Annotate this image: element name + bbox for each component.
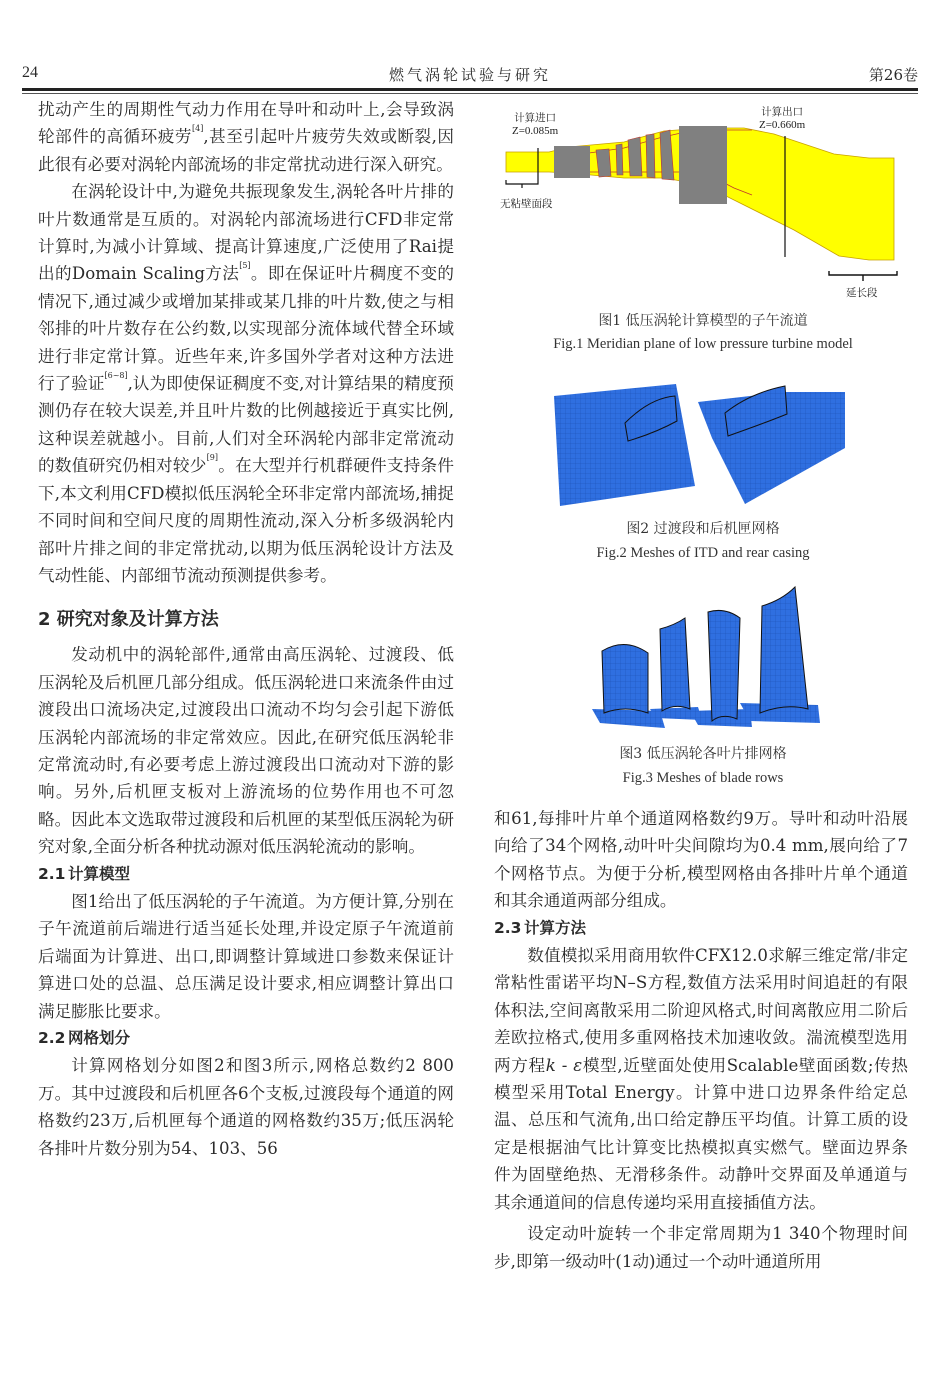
itd-rear-casing-mesh: [540, 378, 870, 508]
paragraph: 和61,每排叶片单个通道网格数约9万。导叶和动叶沿展向给了34个网格,动叶叶尖间隙均为0.4 mm,展向给了7个网格节点。为便于分析,模型网格由各排叶片单个通道和其余通道两部分组成。: [494, 809, 908, 911]
subsection-heading: [38, 1025, 454, 1052]
subsection-title: 计算方法: [524, 918, 587, 937]
citation[interactable]: [4]: [192, 124, 204, 134]
blade-row-1: [596, 149, 611, 177]
blade-rows-mesh: [590, 585, 830, 735]
right-column: [494, 805, 908, 1275]
blade-3-mesh: [708, 610, 740, 721]
figure-2: [540, 378, 870, 508]
figure-3-caption-cn: 图3 低压涡轮各叶片排网格: [619, 746, 787, 762]
blade-row-4: [646, 134, 655, 178]
extension-bracket: [829, 271, 897, 281]
text: 模型,近壁面处使用Scalable壁面函数;传热模型采用Total Energy。计算中进口边界条件给定总温、总压和气流角,出口给定静压平均值。计算工质的设定是根据油气比计算变比热模拟真实燃气。壁面边界条件为固壁绝热、无滑移条件。动静叶交界面及单通道与其余通道间的信息传递均采用直接插值方法。: [494, 1055, 909, 1212]
outlet-z-value: Z=0.660m: [759, 119, 806, 131]
text: ,认为即使保证稠度不变,对计算结果的精度预测仍存在较大误差,并且叶片数的比例越接近于真实比例,这种误差就越小。目前,人们对全环涡轮内部非定常流动的数值研究仍相对较少: [38, 374, 454, 476]
paragraph: 图1给出了低压涡轮的子午流道。为方便计算,分别在子午流道前后端进行适当延长处理,并设定原子午流道前后端面为计算进、出口,即调整计算域进口参数来保证计算进口处的总温、总压满足设计要求,相应调整计算出口满足膨胀比要求。: [38, 891, 454, 1021]
text: 数值模拟采用商用软件CFX12.0求解三维定常/非定常粘性雷诺平均N–S方程,数值方法采用时间追赶的有限体积法,空间离散采用二阶迎风格式,时间离散应用二阶后差欧拉格式,使用多重网格技术加速收敛。湍流模型选用两方程: [494, 946, 908, 1075]
header-rule-thick: [22, 88, 918, 91]
figure-1-caption-cn: 图1 低压涡轮计算模型的子午流道: [598, 313, 808, 329]
blade-row-2: [616, 144, 623, 175]
inlet-z-value: Z=0.085m: [512, 125, 559, 137]
blade-4-mesh: [760, 587, 808, 713]
subsection-heading: [494, 915, 908, 942]
paragraph: [38, 96, 454, 178]
page-number: 24: [22, 64, 38, 81]
section-heading: 2 研究对象及计算方法: [38, 609, 219, 631]
running-header: [22, 62, 918, 86]
blade-row-3: [628, 137, 642, 176]
text: 。即在保证叶片稠度不变的情况下,通过减少或增加某排或某几排的叶片数,使之与相邻排的叶片数存在公约数,以实现部分流体域代替全环域进行非定常计算。近些年来,许多国外学者对这种方法进行了验证: [38, 264, 455, 394]
text: -: [555, 1055, 574, 1075]
subsection-title: 网格划分: [68, 1029, 131, 1047]
extension-section-label: 延长段: [846, 287, 878, 299]
subsection-heading: [38, 861, 454, 888]
inviscid-bracket: [506, 180, 538, 188]
inlet-label-text: 计算进口: [514, 112, 557, 124]
figure-1-caption-en: Fig.1 Meridian plane of low pressure turbine model: [553, 336, 853, 352]
blade-1-mesh: [602, 644, 648, 713]
inlet-label: [512, 110, 558, 137]
subsection-number: 2.3: [494, 918, 522, 937]
paragraph: 计算网格划分如图2和图3所示,网格总数约2 800万。其中过渡段和后机匣各6个支板,过渡段每个通道的网格数约23万,后机匣每个通道的网格数约35万;低压涡轮各排叶片数分别为54、103、56: [38, 1056, 454, 1158]
paragraph: 发动机中的涡轮部件,通常由高压涡轮、过渡段、低压涡轮及后机匣几部分组成。低压涡轮进口来流条件由过渡段出口流场决定,过渡段出口流动不均匀会引起下游低压涡轮内部流场的非定常效应。因此,在研究低压涡轮非定常流动时,有必要考虑上游过渡段出口流动对下游的影响。另外,后机匣支板对上游流场的位势作用也不可忽略。因此本文选取带过渡段和后机匣的某型低压涡轮为研究对象,全面分析各种扰动源对低压涡轮流动的影响。: [38, 645, 454, 857]
rear-casing-strut: [679, 126, 727, 204]
itd-strut: [554, 146, 590, 178]
figure-2-caption-cn: 图2 过渡段和后机匣网格: [626, 521, 780, 537]
math-epsilon: ε: [573, 1055, 583, 1075]
text: 在涡轮设计中,为避免共振现象发生,涡轮各叶片排的叶片数通常是互质的。对涡轮内部流场进行CFD非定常计算时,为减小计算域、提高计算速度,广泛使用了Rai提出的Domain Scaling方法: [38, 182, 454, 284]
journal-title: 燃气涡轮试验与研究: [388, 66, 551, 84]
figure-3-caption-en: Fig.3 Meshes of blade rows: [622, 770, 784, 786]
blade-2-mesh: [660, 618, 690, 711]
text: ,甚至引起叶片疲劳失效或断裂,因此很有必要对涡轮内部流场的非定常扰动进行深入研究。: [38, 127, 454, 174]
outlet-label-text: 计算出口: [761, 106, 804, 118]
citation[interactable]: [5]: [239, 261, 251, 271]
outlet-label: [759, 104, 805, 131]
figure-3: [590, 585, 830, 735]
citation[interactable]: [6~8]: [104, 371, 128, 381]
subsection-number: 2.2: [38, 1029, 66, 1047]
header-rule-thin: [22, 93, 918, 94]
figure-2-caption-en: Fig.2 Meshes of ITD and rear casing: [596, 545, 810, 561]
subsection-number: 2.1: [38, 864, 66, 883]
math-k: k: [545, 1055, 556, 1075]
citation[interactable]: [9]: [206, 453, 218, 463]
left-column: [38, 96, 454, 1162]
paragraph: 设定动叶旋转一个非定常周期为1 340个物理时间步,即第一级动叶(1动)通过一个动叶通道所用: [494, 1224, 908, 1271]
text: 扰动产生的周期性气动力作用在导叶和动叶上,会导致涡轮部件的高循环疲劳: [38, 100, 454, 147]
paragraph: [38, 178, 454, 589]
volume-label: 第26卷: [868, 66, 918, 84]
subsection-title: 计算模型: [68, 864, 131, 883]
text: 。在大型并行机群硬件支持条件下,本文利用CFD模拟低压涡轮全环非定常内部流场,捕捉不同时间和空间尺度的周期性流动,深入分析多级涡轮内部叶片排之间的非定常扰动,以期为低压涡轮设计方法及气动性能、内部细节流动预测提供参考。: [38, 456, 455, 585]
paragraph: [494, 942, 908, 1216]
inviscid-section-label: 无粘壁面段: [500, 198, 553, 210]
